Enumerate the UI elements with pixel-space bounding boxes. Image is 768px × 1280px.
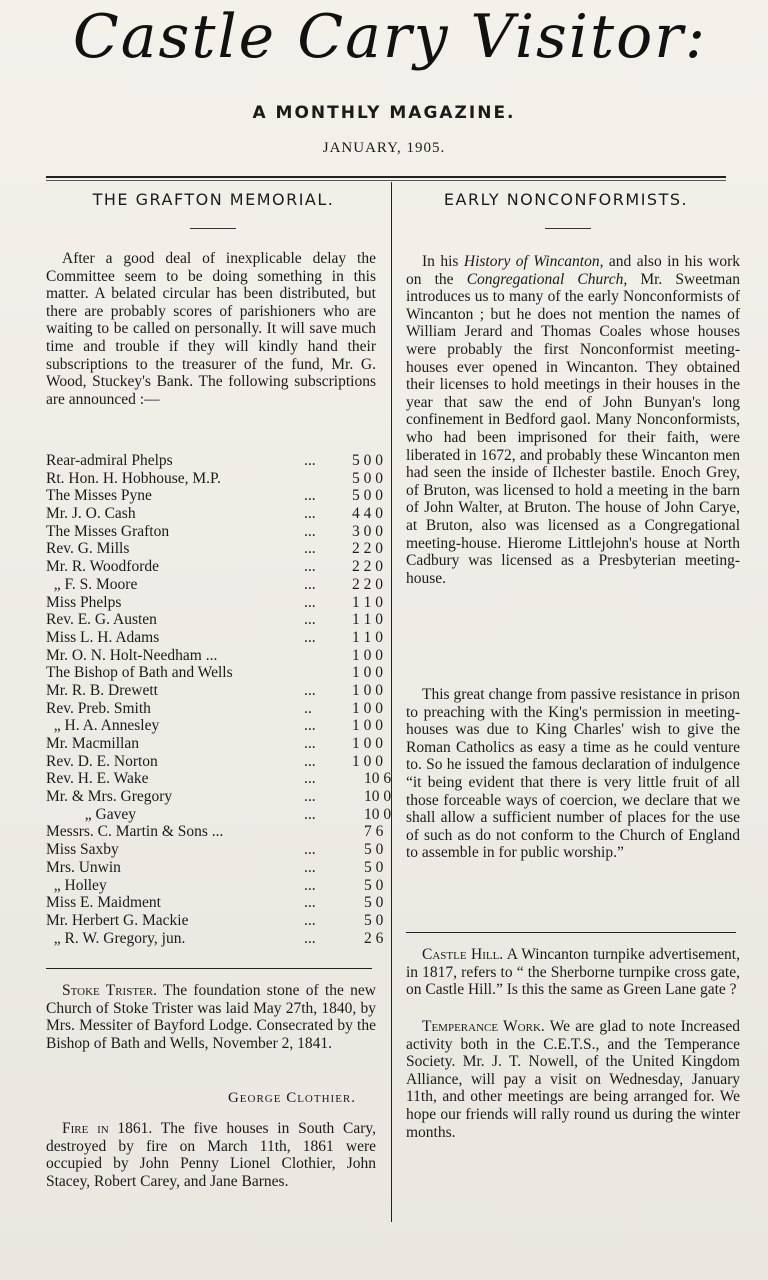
subscriber-name: The Misses Grafton [46, 522, 170, 540]
leader-dots: ... [304, 505, 316, 523]
subscriber-name: Mrs. Unwin [46, 858, 121, 876]
p1-text-c: Mr. Sweetman introduces us to many of the early Nonconformists of Wincanton ; but he does not mention the names of William Jerard and Thomas Coales whose houses were probably the first Nonconformist meeting-houses ever opened in Wincanton. They obtained their licenses to hold meetings in their houses in the year that saw the end of John Bunyan's long confinement in Bedford gaol. Many Nonconformists, who had been imprisoned for their faith, were liberated in 1672, and probably these Wincanton men had seen the inside of Ilchester bastile. Enoch Grey, of Bruton, was licensed to hold a meeting in the barn of John Walter, at Bruton. The house of John Carye, at Bruton, also was licensed as a Congregational meeting-house. Hierome Littlejohn's house at North Cadbury was licensed as a Presbyterian meeting-house. [406, 270, 740, 587]
leader-dots: ... [304, 487, 316, 505]
fire-1861-lead: Fire in 1861. [62, 1120, 153, 1137]
subscription-row [46, 858, 384, 877]
leader-dots: ... [304, 894, 316, 912]
subscription-row [46, 788, 392, 806]
leader-dots: ... [304, 929, 316, 947]
subscription-row [46, 558, 383, 576]
subscription-amount: 10 0 [364, 805, 392, 823]
subscription-row [46, 929, 384, 948]
subscription-amount: 1 0 0 [352, 735, 383, 752]
subscription-row [46, 664, 383, 682]
subscription-amount: 1 1 0 [352, 593, 383, 611]
subscription-amount: 2 6 [364, 929, 384, 947]
subscriber-name: „ R. W. Gregory, jun. [46, 929, 186, 947]
section-rule [46, 968, 372, 969]
subscription-amount: 1 0 0 [352, 664, 383, 682]
subscription-amount: 5 0 0 [352, 469, 383, 487]
stoke-trister-lead: Stoke Trister. [62, 982, 157, 999]
leader-dots: .. [304, 699, 312, 717]
section-rule-right [406, 932, 736, 933]
subscription-amount: 5 0 [364, 894, 384, 912]
castle-hill-text: A Wincanton turnpike advertisement, in 1817, refers to “ the Sherborne turnpike cross gate, on Castle Hill.” Is this the same as Green Lane gate ? [406, 946, 740, 999]
leader-dots: ... [304, 558, 316, 576]
subscription-row [46, 575, 383, 594]
subscription-row [46, 699, 383, 718]
subscriber-name: Messrs. C. Martin & Sons ... [46, 823, 224, 841]
leader-dots: ... [304, 752, 316, 770]
subscriber-name: „ F. S. Moore [46, 575, 138, 593]
stoke-trister-text: The foundation stone of the new Church of Stoke Trister was laid May 27th, 1840, by Mrs. Messiter of Bayford Lodge. Consecrated by the Bishop of Bath and Wells, November 2, 1841. [46, 982, 376, 1052]
leader-dots: ... [304, 770, 316, 788]
subscription-row [46, 593, 383, 612]
subscription-row [46, 452, 383, 470]
leader-dots: ... [304, 876, 316, 894]
subscription-amount: 2 2 0 [352, 575, 383, 593]
subscription-row [46, 770, 392, 788]
p1-text-a: In his [422, 253, 464, 270]
subscription-row [46, 487, 383, 505]
p1-italic-church: Congregational Church, [466, 270, 628, 288]
subscriber-name: Miss L. H. Adams [46, 628, 160, 646]
leader-dots: ... [304, 717, 316, 735]
subscription-row [46, 805, 392, 824]
subscription-row [46, 876, 384, 895]
heading-underline-right [545, 228, 591, 229]
subscriber-name: Rt. Hon. H. Hobhouse, M.P. [46, 469, 221, 487]
nonconformists-paragraph-1 [406, 253, 740, 587]
leader-dots: ... [304, 681, 316, 699]
subscriber-name: Rev. Preb. Smith [46, 699, 151, 717]
signature-george-clothier: George Clothier. [227, 1090, 356, 1106]
subscriber-name: The Bishop of Bath and Wells [46, 664, 233, 682]
subscriber-name: „ Gavey [46, 805, 136, 823]
subscription-amount: 10 0 [364, 788, 392, 806]
subscription-row [46, 522, 383, 541]
subscription-amount: 1 0 0 [352, 717, 383, 735]
column-divider [391, 182, 392, 1222]
top-rule-thin [46, 180, 726, 181]
p1-italic-history: History of Wincanton, [463, 253, 604, 270]
temperance-lead: Temperance Work. [422, 1018, 545, 1035]
top-rule [46, 176, 726, 178]
subscription-amount: 5 0 [364, 911, 384, 929]
subscription-row [46, 505, 383, 523]
leader-dots: ... [304, 522, 316, 540]
heading-early-nonconformists: EARLY NONCONFORMISTS. [443, 190, 689, 209]
nonconformists-paragraph-2: This great change from passive resistance in prison to preaching with the King's permission in meeting-houses was due to King Charles' wish to give the Roman Catholics as easy a time as he could venture to. So he issued the famous declaration of indulgence “it being evident that there is very little fruit of all those forceable ways of coercion, we declare that we shall allow a sufficient number of places for the use of such as do not conform to the Church of England to assemble in for public worship.” [406, 686, 740, 862]
subscriber-name: Mr. Macmillan [46, 735, 139, 752]
leader-dots: ... [304, 805, 316, 823]
subscription-amount: 1 0 0 [352, 752, 383, 770]
subscription-list [46, 452, 392, 947]
subscriber-name: Rev. D. E. Norton [46, 752, 158, 770]
heading-grafton-memorial: THE GRAFTON MEMORIAL. [92, 190, 335, 209]
masthead-subtitle: A MONTHLY MAGAZINE. [252, 103, 516, 123]
subscription-row [46, 540, 383, 558]
subscription-row [46, 628, 383, 647]
subscription-amount: 4 4 0 [352, 505, 383, 523]
leader-dots: ... [304, 628, 316, 646]
subscriber-name: The Misses Pyne [46, 487, 152, 505]
temperance-work-note [406, 1018, 740, 1141]
subscription-amount: 7 6 [364, 823, 384, 841]
subscription-amount: 10 6 [364, 770, 392, 788]
fire-1861-note [46, 1120, 376, 1190]
subscription-row [46, 823, 384, 841]
subscriber-name: Miss E. Maidment [46, 894, 161, 912]
heading-underline [190, 228, 236, 229]
fire-1861-text: The five houses in South Cary, destroyed by fire on March 11th, 1861 were occupied by John Penny Lionel Clothier, John Stacey, Robert Carey, and Jane Barnes. [46, 1120, 376, 1190]
subscription-amount: 5 0 [364, 876, 384, 894]
subscription-row [46, 752, 383, 771]
subscription-amount: 1 0 0 [352, 646, 383, 664]
p1-text-b: and also in his work on the [406, 253, 741, 288]
subscription-amount: 5 0 [364, 858, 384, 876]
subscription-amount: 5 0 0 [352, 452, 383, 469]
subscription-amount: 1 1 0 [352, 611, 383, 629]
subscription-row [46, 611, 383, 629]
leader-dots: ... [304, 611, 316, 629]
subscriber-name: Mr. O. N. Holt-Needham ... [46, 646, 218, 664]
subscriber-name: Mr. & Mrs. Gregory [46, 788, 173, 806]
subscriber-name: Rev. G. Mills [46, 540, 130, 558]
subscriber-name: Mr. R. Woodforde [46, 558, 159, 576]
subscriber-name: Miss Saxby [46, 841, 119, 859]
subscription-amount: 1 0 0 [352, 681, 383, 699]
leader-dots: ... [304, 452, 316, 469]
subscriber-name: Mr. R. B. Drewett [46, 681, 158, 699]
subscription-row [46, 911, 384, 930]
subscription-row [46, 717, 383, 735]
subscription-amount: 5 0 0 [352, 487, 383, 505]
castle-hill-note [406, 946, 740, 999]
subscription-row [46, 646, 383, 665]
subscriber-name: „ H. A. Annesley [46, 717, 160, 735]
subscription-amount: 2 2 0 [352, 558, 383, 576]
subscriber-name: Mr. Herbert G. Mackie [46, 911, 189, 929]
leader-dots: ... [304, 593, 316, 611]
subscriber-name: „ Holley [46, 876, 107, 894]
masthead-title: Castle Cary Visitor: [72, 2, 708, 72]
subscription-amount: 1 0 0 [352, 699, 383, 717]
subscriber-name: Miss Phelps [46, 593, 122, 611]
leader-dots: ... [304, 735, 316, 752]
subscription-row [46, 841, 384, 859]
subscription-amount: 2 2 0 [352, 540, 383, 558]
leader-dots: ... [304, 911, 316, 929]
subscriber-name: Rev. E. G. Austen [46, 611, 157, 629]
castle-hill-lead: Castle Hill. [422, 946, 504, 963]
subscription-amount: 5 0 [364, 841, 384, 859]
subscriber-name: Rear-admiral Phelps [46, 452, 173, 469]
subscription-row [46, 894, 384, 912]
leader-dots: ... [304, 788, 316, 806]
temperance-text: We are glad to note Increased activity both in the C.E.T.S., and the Temperance Society. Mr. J. T. Nowell, of the United Kingdom Alliance, will pay a visit on Wednesday, January 11th, and other meetings are being arranged for. We hope our friends will rally round us during the winter months. [406, 1018, 740, 1141]
subscriber-name: Mr. J. O. Cash [46, 505, 136, 523]
subscriber-name: Rev. H. E. Wake [46, 770, 149, 788]
leader-dots: ... [304, 858, 316, 876]
leader-dots: ... [304, 575, 316, 593]
leader-dots: ... [304, 841, 316, 859]
leader-dots: ... [304, 540, 316, 558]
issue-date: JANUARY, 1905. [322, 140, 446, 156]
subscription-row [46, 681, 383, 700]
subscription-amount: 3 0 0 [352, 522, 383, 540]
grafton-intro: After a good deal of inexplicable delay the Committee seem to be doing something in this matter. A belated circular has been distributed, but there are probably scores of parishioners who are waiting to be called on personally. It will save much time and trouble if they will kindly hand their subscriptions to the treasurer of the fund, Mr. G. Wood, Stuckey's Bank. The following subscriptions are announced :— [46, 250, 376, 408]
subscription-row [46, 735, 383, 753]
subscription-amount: 1 1 0 [352, 628, 383, 646]
subscription-row [46, 469, 383, 488]
stoke-trister-note [46, 982, 376, 1052]
